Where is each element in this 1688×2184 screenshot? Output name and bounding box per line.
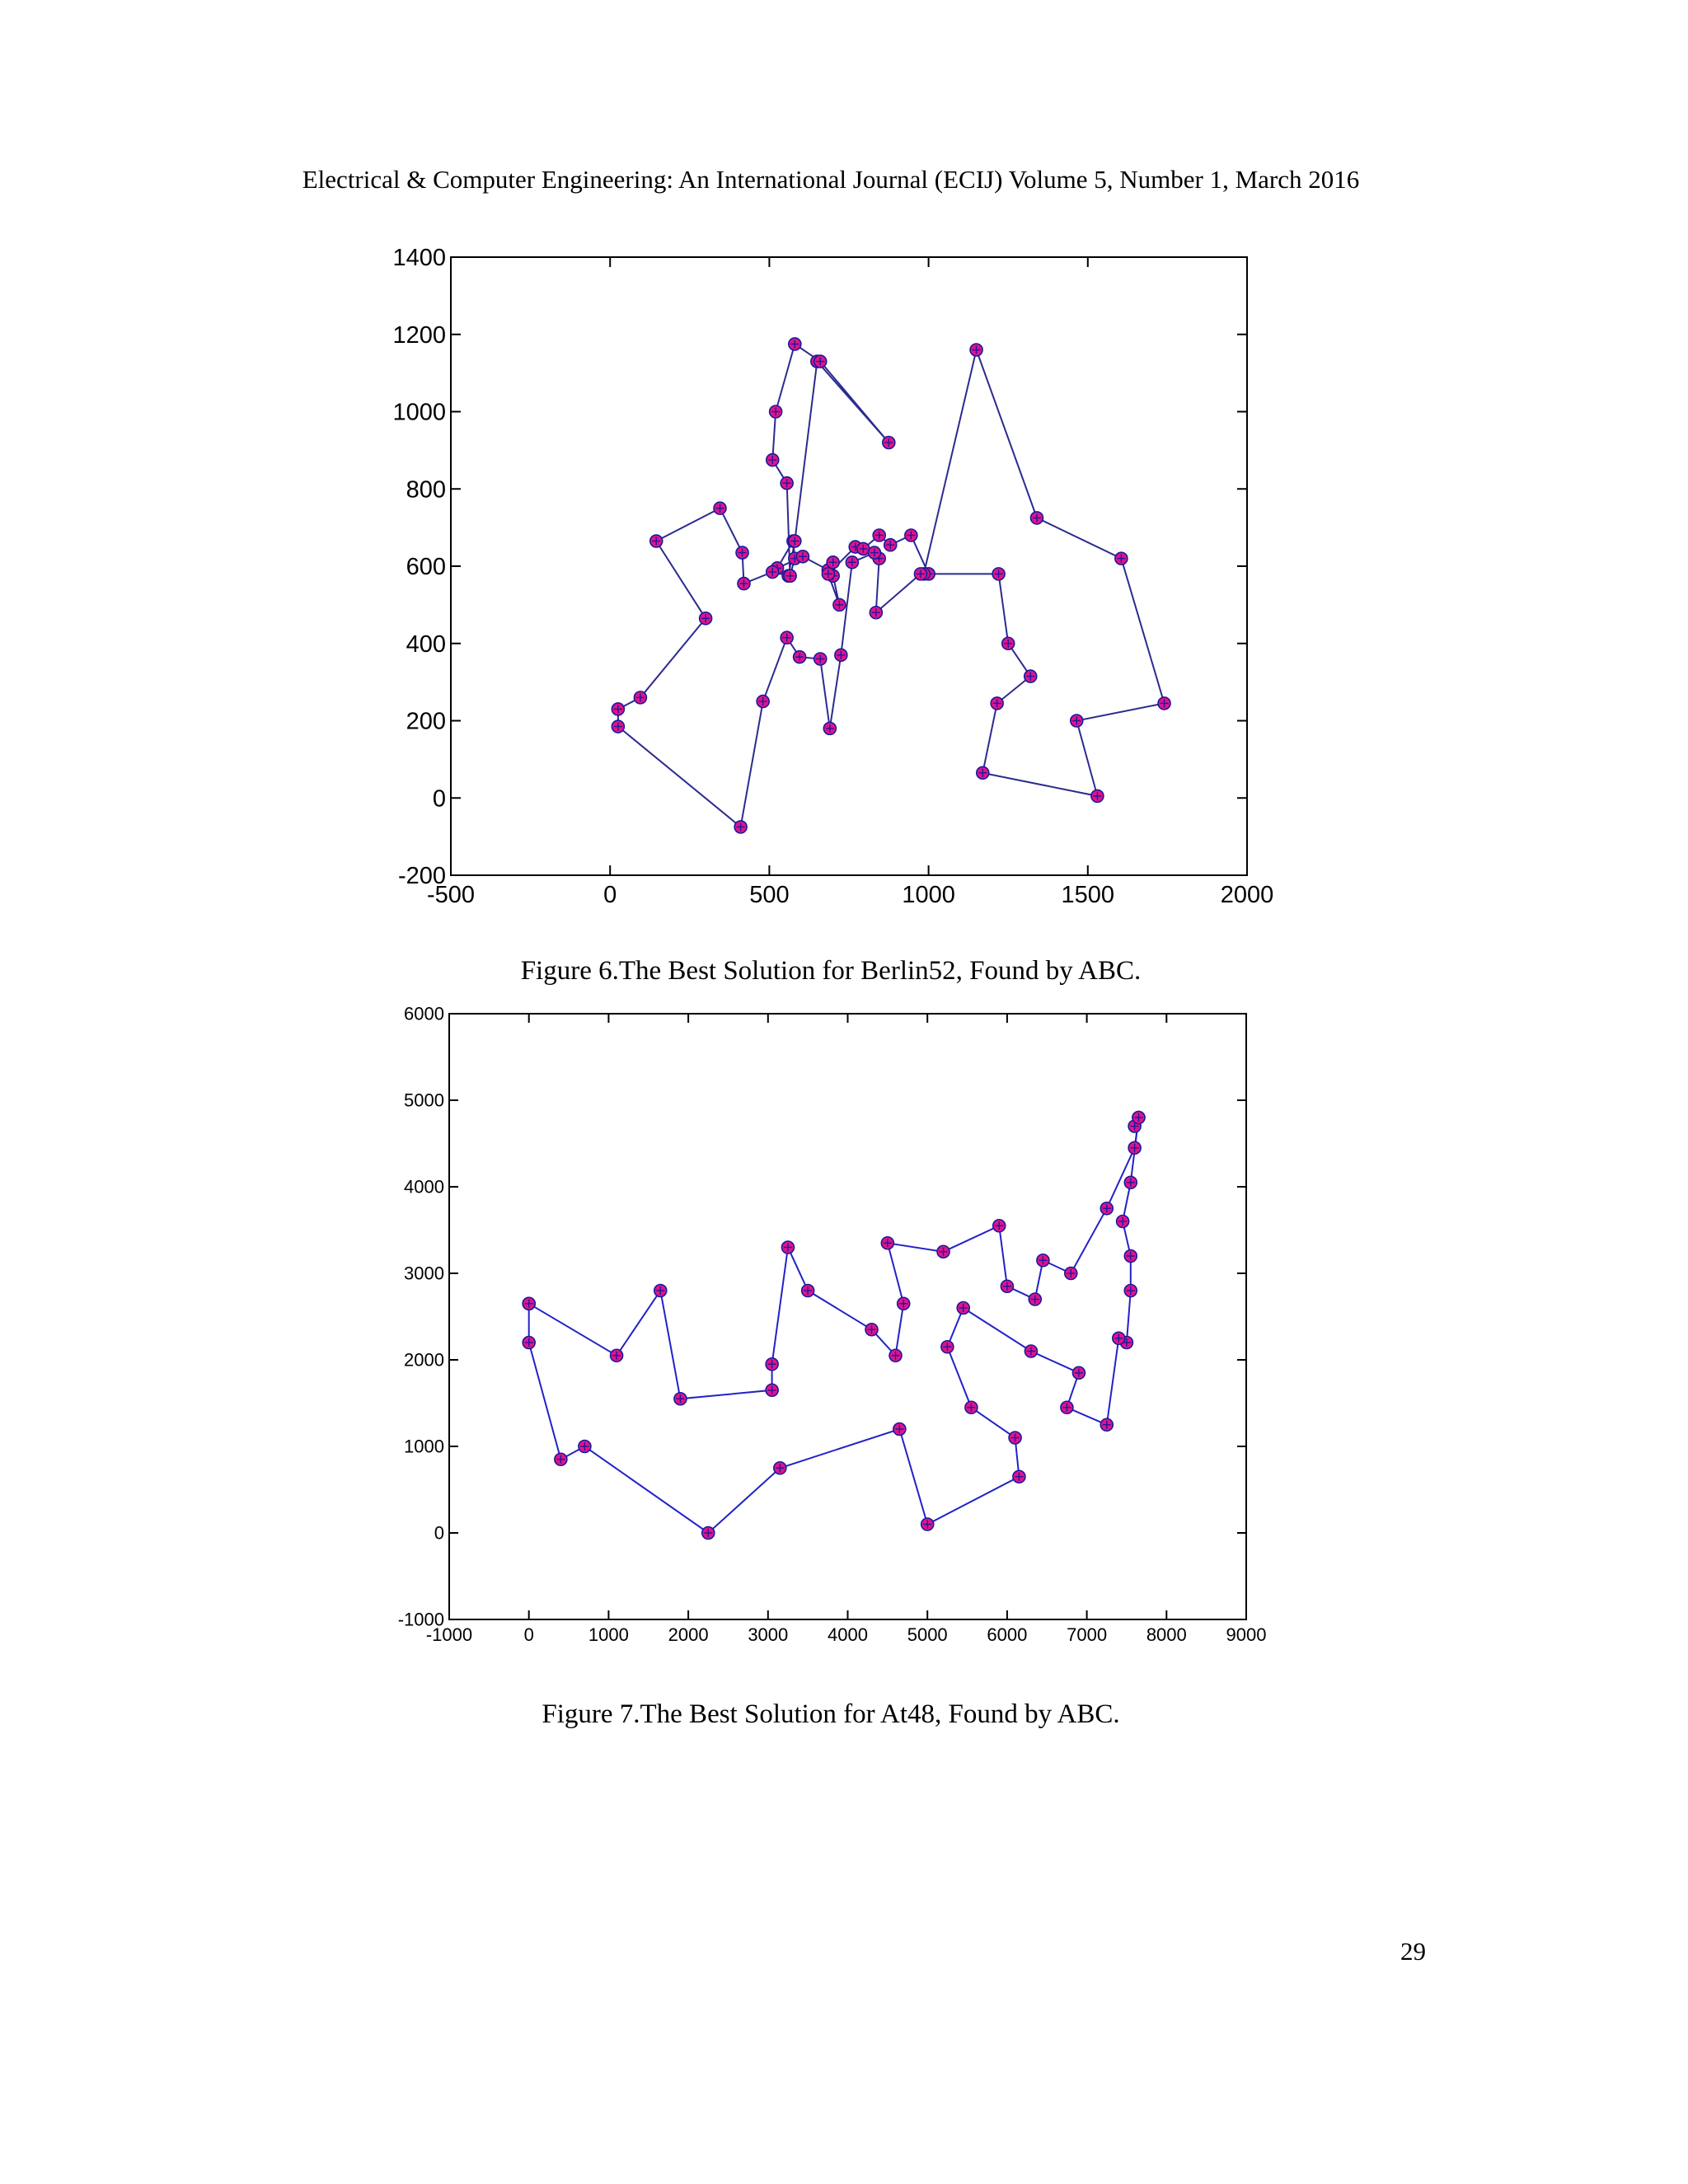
city-point xyxy=(977,766,989,779)
city-point xyxy=(1065,1268,1077,1280)
city-point xyxy=(1158,697,1170,710)
y-tick-label: 6000 xyxy=(404,1003,444,1024)
city-point xyxy=(914,568,926,580)
y-tick-label: 1000 xyxy=(404,1436,444,1457)
city-point xyxy=(1124,1285,1137,1297)
city-point xyxy=(898,1297,910,1310)
x-tick-label: 6000 xyxy=(987,1624,1028,1645)
city-point xyxy=(767,454,779,466)
city-point xyxy=(814,653,827,665)
city-point xyxy=(736,546,748,559)
city-point xyxy=(766,1358,778,1371)
city-point xyxy=(823,722,836,734)
x-tick-label: 8000 xyxy=(1146,1624,1187,1645)
city-point xyxy=(781,1241,794,1254)
city-point xyxy=(1128,1141,1141,1154)
y-tick-label: 600 xyxy=(406,554,446,581)
city-point xyxy=(674,1393,687,1405)
city-point xyxy=(767,566,779,579)
page-number: 29 xyxy=(1400,1937,1426,1966)
tour-path-line xyxy=(618,344,1165,827)
city-point xyxy=(870,607,882,619)
city-point xyxy=(784,569,796,582)
city-point xyxy=(868,546,880,559)
city-point xyxy=(865,1324,878,1336)
y-tick-label: 3000 xyxy=(404,1263,444,1284)
city-point xyxy=(881,1237,893,1249)
x-tick-label: -1000 xyxy=(425,1624,473,1645)
x-tick-label: 5000 xyxy=(907,1624,948,1645)
city-point xyxy=(921,1518,934,1530)
city-point xyxy=(714,502,726,514)
city-point xyxy=(1113,1332,1125,1344)
figure-7-caption: Figure 7.The Best Solution for At48, Found by ABC. xyxy=(542,1699,1120,1729)
city-point xyxy=(1001,1280,1013,1292)
city-point xyxy=(1071,715,1083,727)
y-tick-label: 0 xyxy=(432,785,446,813)
city-point xyxy=(1072,1366,1085,1379)
y-tick-label: -1000 xyxy=(397,1609,444,1630)
city-point xyxy=(873,529,885,541)
city-point xyxy=(941,1341,954,1353)
city-point xyxy=(734,821,747,833)
x-tick-label: 2000 xyxy=(668,1624,709,1645)
city-point xyxy=(781,477,793,490)
city-point xyxy=(957,1302,969,1315)
city-point xyxy=(905,529,917,541)
figure-at48 xyxy=(387,1001,1294,1661)
city-point xyxy=(523,1337,535,1349)
city-point xyxy=(1025,1345,1037,1357)
y-tick-label: 2000 xyxy=(404,1349,444,1371)
city-point xyxy=(1037,1254,1049,1267)
x-tick-label: 3000 xyxy=(748,1624,789,1645)
city-point xyxy=(634,691,646,704)
city-point xyxy=(1124,1250,1137,1263)
city-point xyxy=(523,1297,535,1310)
city-point xyxy=(802,1285,814,1297)
city-point xyxy=(1100,1418,1113,1431)
city-point xyxy=(1100,1202,1113,1215)
city-point xyxy=(757,696,769,708)
city-point xyxy=(555,1453,567,1465)
city-point xyxy=(991,697,1003,710)
y-tick-label: 1400 xyxy=(392,245,446,272)
x-tick-label: 500 xyxy=(749,882,790,908)
x-tick-label: 9000 xyxy=(1226,1624,1267,1645)
city-point xyxy=(1117,1216,1129,1228)
tour-path-line xyxy=(529,1118,1139,1533)
city-point xyxy=(822,568,834,580)
x-tick-label: 7000 xyxy=(1067,1624,1108,1645)
city-point xyxy=(970,344,982,356)
city-point xyxy=(1115,552,1128,565)
city-point xyxy=(1132,1112,1145,1124)
y-tick-label: 1000 xyxy=(392,399,446,426)
plot-area-frame xyxy=(449,1014,1246,1619)
city-point xyxy=(937,1245,950,1258)
running-head: Electrical & Computer Engineering: An International Journal (ECIJ) Volume 5, Number 1, March 2016 xyxy=(302,165,1360,194)
city-point xyxy=(846,556,858,569)
x-tick-label: 4000 xyxy=(828,1624,868,1645)
city-point xyxy=(883,437,895,449)
city-point xyxy=(1002,637,1015,649)
city-point xyxy=(1025,670,1037,682)
y-tick-label: 800 xyxy=(406,476,446,504)
x-tick-label: 0 xyxy=(603,882,617,908)
city-point xyxy=(611,1349,623,1361)
berlin52-tour-plot xyxy=(363,239,1294,915)
city-point xyxy=(1091,790,1104,802)
y-tick-label: 0 xyxy=(434,1522,444,1544)
city-point xyxy=(612,720,624,733)
city-point xyxy=(1030,512,1043,524)
y-tick-label: 1200 xyxy=(392,321,446,349)
x-tick-label: 1000 xyxy=(588,1624,629,1645)
y-tick-label: 5000 xyxy=(404,1090,444,1111)
city-point xyxy=(1061,1401,1073,1413)
city-point xyxy=(833,598,846,611)
city-point xyxy=(654,1285,667,1297)
city-point xyxy=(889,1349,902,1361)
city-point xyxy=(1029,1293,1041,1305)
at48-tour-plot xyxy=(387,1001,1294,1661)
city-point xyxy=(827,556,839,569)
y-tick-label: 4000 xyxy=(404,1176,444,1197)
city-point xyxy=(835,649,847,661)
city-point xyxy=(1124,1176,1137,1188)
x-tick-label: 2000 xyxy=(1220,882,1274,908)
city-point xyxy=(774,1462,786,1474)
city-point xyxy=(789,535,801,547)
city-point xyxy=(893,1423,906,1436)
city-point xyxy=(992,568,1005,580)
city-point xyxy=(781,631,793,644)
x-tick-label: -500 xyxy=(426,882,476,908)
city-point xyxy=(650,535,663,547)
city-point xyxy=(738,578,750,590)
city-point xyxy=(884,539,897,551)
city-point xyxy=(789,338,801,350)
city-point xyxy=(794,651,806,663)
city-point xyxy=(1009,1432,1021,1444)
x-tick-label: 1500 xyxy=(1061,882,1115,908)
city-point xyxy=(993,1220,1006,1232)
x-tick-label: 1000 xyxy=(902,882,955,908)
city-point xyxy=(579,1441,591,1453)
y-tick-label: -200 xyxy=(397,863,446,890)
figure-6-caption: Figure 6.The Best Solution for Berlin52, Found by ABC. xyxy=(520,956,1142,986)
city-point xyxy=(796,551,809,563)
city-point xyxy=(702,1527,715,1540)
x-tick-label: 0 xyxy=(523,1624,534,1645)
city-point xyxy=(965,1401,978,1413)
city-point xyxy=(766,1384,778,1396)
figure-berlin52 xyxy=(363,239,1294,915)
city-point xyxy=(770,405,782,418)
city-point xyxy=(700,612,712,625)
city-point xyxy=(814,355,827,368)
city-point xyxy=(1013,1470,1025,1483)
y-tick-label: 200 xyxy=(406,708,446,735)
city-point xyxy=(612,703,624,715)
y-tick-label: 400 xyxy=(406,630,446,658)
